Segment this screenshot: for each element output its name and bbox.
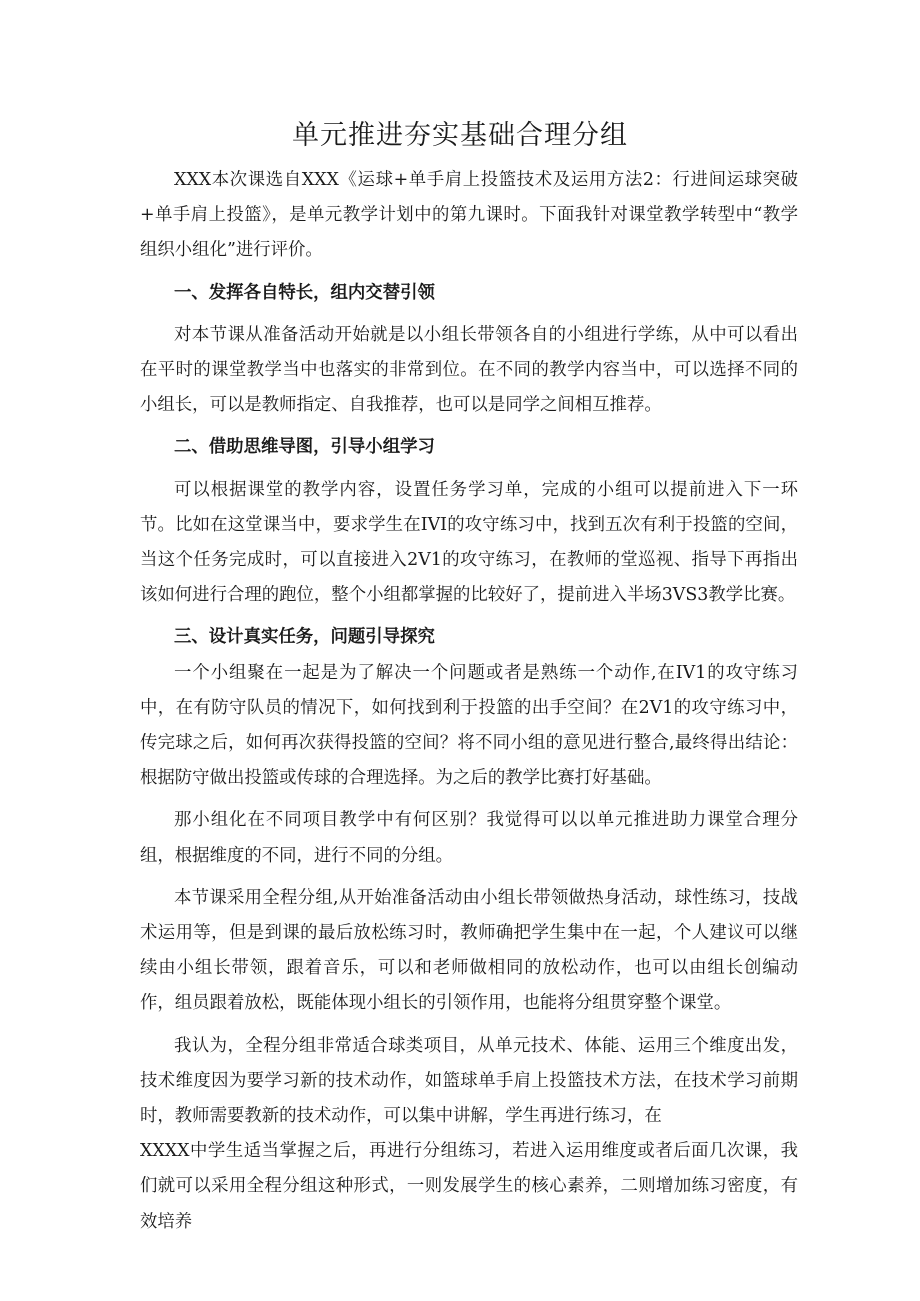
- document-body: [140, 163, 798, 1240]
- full-grouping-paragraph: 本节课采用全程分组,从开始准备活动由小组长带领做热身活动，球性练习，技战术运用等，但是到课的最后放松练习时，教师确把学生集中在一起，个人建议可以继续由小组长带领，跟着音乐，可以和老师做相同的放松动作，也可以由组长创编动作，组员跟着放松，既能体现小组长的引领作用，也能将分组贯穿整个课堂。: [140, 887, 798, 1014]
- intro-paragraph: XXX本次课选自XXX《运球+单手肩上投篮技术及运用方法2：行进间运球突破+单手肩上投篮》，是单元教学计划中的第九课时。下面我针对课堂教学转型中“教学组织小组化”进行评价。: [140, 170, 798, 261]
- document-title: 单元推进夯实基础合理分组: [292, 120, 628, 151]
- continuation-paragraph: XXXX中学生适当掌握之后，再进行分组练习，若进入运用维度或者后面几次课，我们就可以采用全程分组这种形式，一则发展学生的核心素养，二则增加练习密度，有效培养: [140, 1141, 798, 1232]
- section-3-paragraph: 一个小组聚在一起是为了解决一个问题或者是熟练一个动作,在IV1的攻守练习中，在有防守队员的情况下，如何找到利于投篮的出手空间？在2V1的攻守练习中，传完球之后，如何再次获得投篮的空间？将不同小组的意见进行整合,最终得出结论：根据防守做出投篮或传球的合理选择。为之后的教学比赛打好基础。: [140, 662, 798, 789]
- section-heading-3: 三、设计真实任务，问题引导探究: [174, 627, 435, 648]
- section-heading-2: 二、借助思维导图，引导小组学习: [174, 437, 435, 458]
- section-2-paragraph: 可以根据课堂的教学内容，设置任务学习单，完成的小组可以提前进入下一环节。比如在这堂课当中，要求学生在IVI的攻守练习中，找到五次有利于投篮的空间，当这个任务完成时，可以直接进入2V1的攻守练习，在教师的堂巡视、指导下再指出该如何进行合理的跑位，整个小组都掌握的比较好了，提前进入半场3VS3教学比赛。: [140, 479, 798, 606]
- question-paragraph: 那小组化在不同项目教学中有何区别？我觉得可以以单元推进助力课堂合理分组，根据维度的不同，进行不同的分组。: [140, 810, 798, 866]
- section-1-paragraph: 对本节课从准备活动开始就是以小组长带领各自的小组进行学练，从中可以看出在平时的课堂教学当中也落实的非常到位。在不同的教学内容当中，可以选择不同的小组长，可以是教师指定、自我推荐，也可以是同学之间相互推荐。: [140, 324, 798, 416]
- opinion-paragraph: 我认为，全程分组非常适合球类项目，从单元技术、体能、运用三个维度出发，技术维度因为要学习新的技术动作，如篮球单手肩上投篮技术方法，在技术学习前期时，教师需要教新的技术动作，可以集中讲解，学生再进行练习，在: [140, 1035, 798, 1127]
- section-heading-1: 一、发挥各自特长，组内交替引领: [174, 282, 435, 303]
